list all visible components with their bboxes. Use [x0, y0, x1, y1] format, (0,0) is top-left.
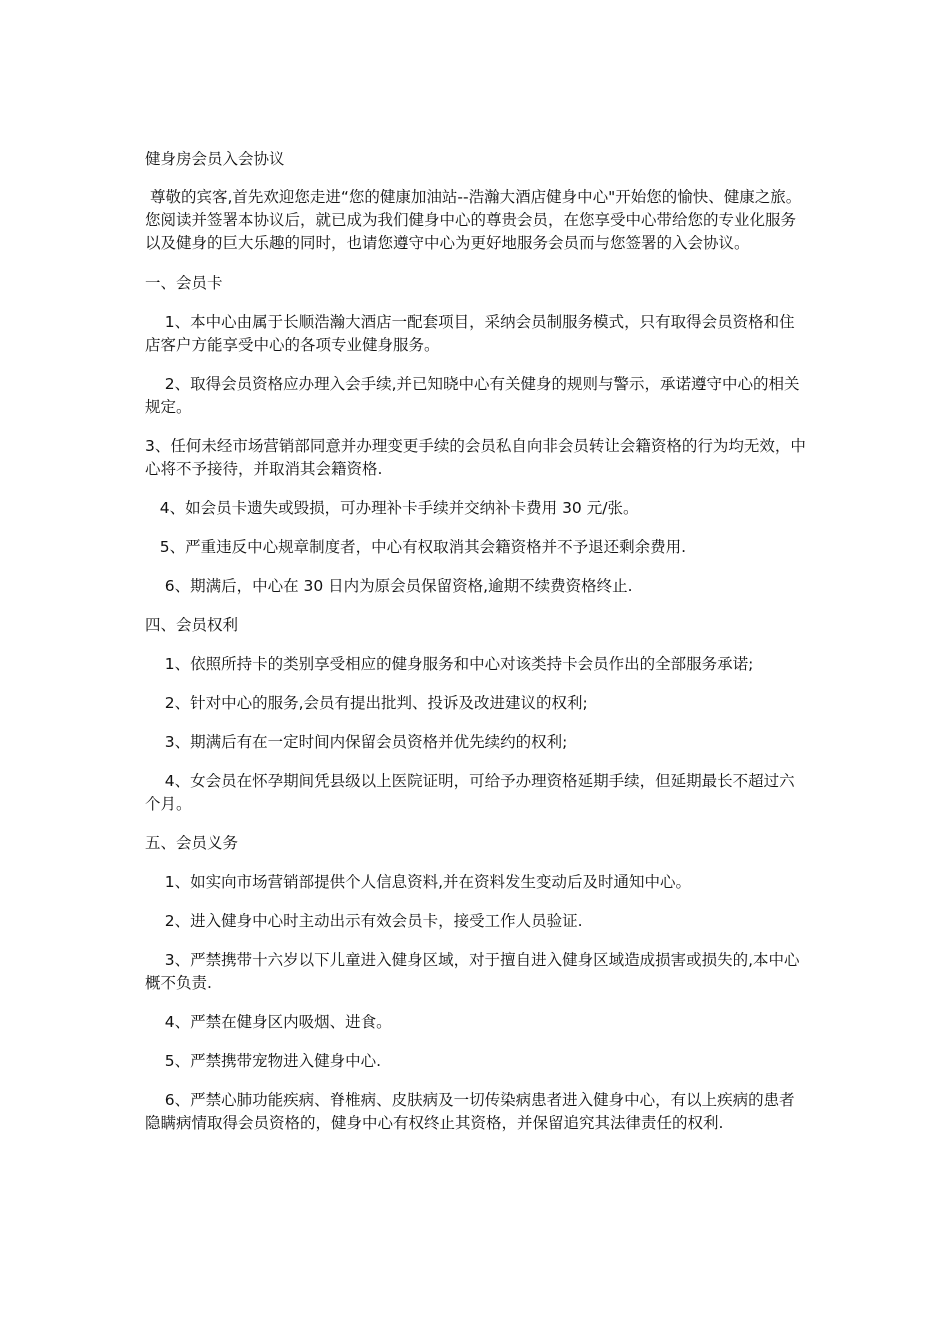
- membership-card-item-3: 3、任何未经市场营销部同意并办理变更手续的会员私自向非会员转让会籍资格的行为均无效，中心将不予接待，并取消其会籍资格.: [145, 437, 806, 478]
- section-heading-member-rights: 四、会员权利: [145, 616, 239, 634]
- member-obligations-item-2: 2、进入健身中心时主动出示有效会员卡，接受工作人员验证.: [145, 912, 583, 930]
- member-obligations-item-5: 5、严禁携带宠物进入健身中心.: [145, 1052, 382, 1070]
- member-rights-item-4: 4、女会员在怀孕期间凭县级以上医院证明，可给予办理资格延期手续，但延期最长不超过六个月。: [145, 772, 795, 813]
- member-obligations-item-3: 3、严禁携带十六岁以下儿童进入健身区域，对于擅自进入健身区域造成损害或损失的,本中心概不负责.: [145, 951, 800, 992]
- document-title: 健身房会员入会协议: [145, 150, 285, 168]
- member-rights-item-3: 3、期满后有在一定时间内保留会员资格并优先续约的权利;: [145, 733, 568, 751]
- membership-card-item-6: 6、期满后，中心在 30 日内为原会员保留资格,逾期不续费资格终止.: [145, 577, 633, 595]
- membership-card-item-5: 5、严重违反中心规章制度者，中心有权取消其会籍资格并不予退还剩余费用.: [145, 538, 687, 556]
- member-obligations-item-4: 4、严禁在健身区内吸烟、进食。: [145, 1013, 392, 1031]
- member-rights-item-1: 1、依照所持卡的类别享受相应的健身服务和中心对该类持卡会员作出的全部服务承诺;: [145, 655, 754, 673]
- intro-paragraph: 尊敬的宾客,首先欢迎您走进“您的健康加油站--浩瀚大酒店健身中心"开始您的愉快、健康之旅。您阅读并签署本协议后，就已成为我们健身中心的尊贵会员，在您享受中心带给您的专业化服务以及健身的巨大乐趣的同时，也请您遵守中心为更好地服务会员而与您签署的入会协议。: [145, 188, 802, 252]
- section-heading-member-obligations: 五、会员义务: [145, 834, 239, 852]
- document-page: [145, 148, 810, 1151]
- membership-card-item-1: 1、本中心由属于长顺浩瀚大酒店一配套项目，采纳会员制服务模式，只有取得会员资格和住店客户方能享受中心的各项专业健身服务。: [145, 313, 795, 354]
- member-obligations-item-6: 6、严禁心肺功能疾病、脊椎病、皮肤病及一切传染病患者进入健身中心，有以上疾病的患者隐瞒病情取得会员资格的，健身中心有权终止其资格，并保留追究其法律责任的权利.: [145, 1091, 795, 1132]
- membership-card-item-4: 4、如会员卡遗失或毁损，可办理补卡手续并交纳补卡费用 30 元/张。: [145, 499, 639, 517]
- member-obligations-item-1: 1、如实向市场营销部提供个人信息资料,并在资料发生变动后及时通知中心。: [145, 873, 692, 891]
- membership-card-item-2: 2、取得会员资格应办理入会手续,并已知晓中心有关健身的规则与警示，承诺遵守中心的相关规定。: [145, 375, 800, 416]
- section-heading-membership-card: 一、会员卡: [145, 274, 223, 292]
- member-rights-item-2: 2、针对中心的服务,会员有提出批判、投诉及改进建议的权利;: [145, 694, 588, 712]
